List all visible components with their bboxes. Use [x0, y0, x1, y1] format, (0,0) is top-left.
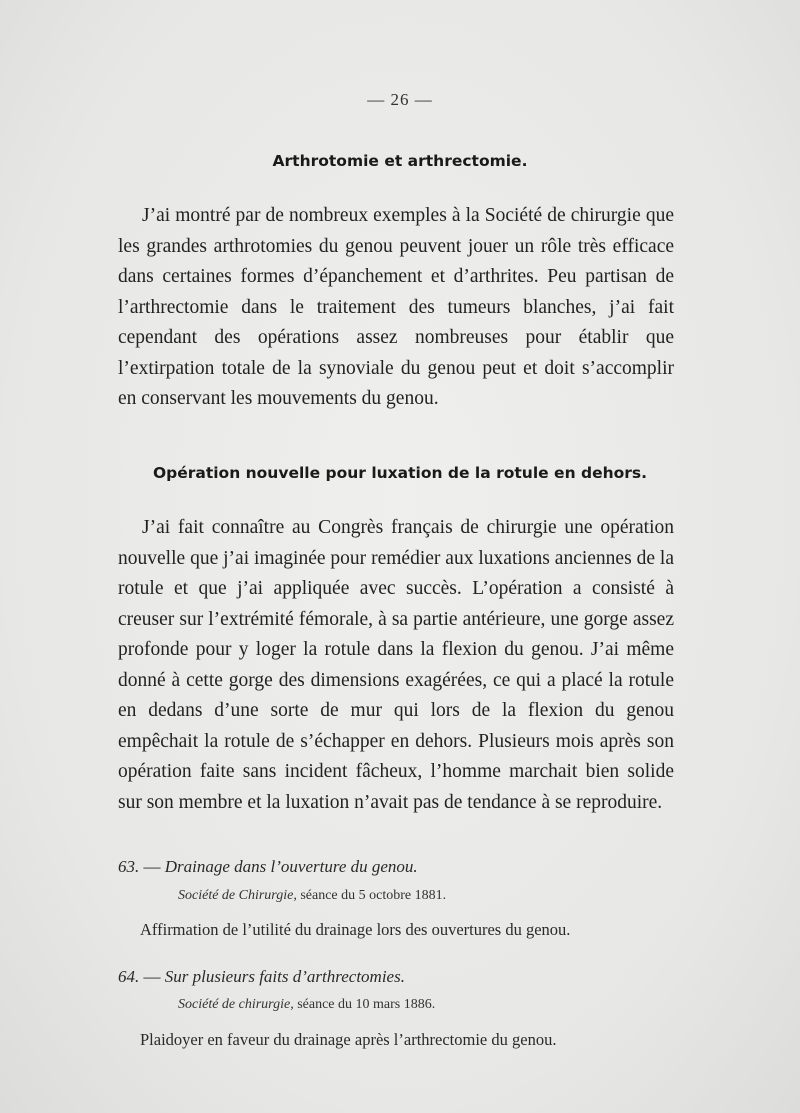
entry-source-date: séance du 5 octobre 1881. — [296, 888, 447, 903]
bibliography-entry-title — [118, 967, 405, 987]
section-paragraph-luxation: J’ai fait connaître au Congrès français de chirurgie une opération nouvelle que j’ai imaginée pour remédier aux luxations anciennes de la rotule et que j’ai appliquée avec succès. L’opération a consisté à creuser sur l’extrémité fémorale, à sa partie antérieure, une gorge assez profonde pour y loger la rotule dans la flexion du genou. J’ai même donné à cette gorge des dimensions exagérées, ce qui a placé la rotule en dedans d’une sorte de mur qui lors de la flexion du genou empêchait la rotule de s’échapper en dehors. Plusieurs mois après son opération faite sans incident fâcheux, l’homme marchait bien solide sur son membre et la luxation n’avait pas de tendance à se reproduire. — [118, 517, 674, 813]
entry-number: 64. — [118, 967, 140, 986]
bibliography-entry-source — [178, 888, 446, 904]
entry-title-text: Sur plusieurs faits d’arthrectomies. — [164, 967, 405, 986]
page-number: — 26 — — [367, 90, 433, 109]
entry-dash: — — [139, 967, 165, 986]
entry-number: 63. — [118, 857, 140, 876]
section-heading-luxation: Opération nouvelle pour luxation de la rotule en dehors. — [152, 464, 648, 482]
entry-source-society: Société de chirurgie, — [178, 997, 294, 1012]
bibliography-entry-title — [118, 857, 418, 877]
entry-source-society: Société de Chirurgie, — [178, 888, 297, 903]
bibliography-entry-note: Plaidoyer en faveur du drainage après l’arthrectomie du genou. — [140, 1030, 557, 1049]
entry-source-date: séance du 10 mars 1886. — [293, 997, 436, 1012]
section-paragraph-arthrotomie: J’ai montré par de nombreux exemples à la Société de chirurgie que les grandes arthrotomies du genou peuvent jouer un rôle très efficace dans certaines formes d’épanchement et d’arthrites. Peu partisan de l’arthrectomie dans le traitement des tumeurs blanches, j’ai fait cependant des opérations assez nombreuses pour établir que l’extirpation totale de la synoviale du genou peut et doit s’accomplir en conservant les mouvements du genou. — [118, 205, 674, 409]
section-heading-arthrotomie: Arthrotomie et arthrectomie. — [272, 152, 528, 170]
bibliography-entry-note: Affirmation de l’utilité du drainage lors des ouvertures du genou. — [140, 920, 571, 939]
bibliography-entry-source — [178, 997, 435, 1013]
entry-dash: — — [139, 857, 165, 876]
entry-title-text: Drainage dans l’ouverture du genou. — [164, 857, 418, 876]
